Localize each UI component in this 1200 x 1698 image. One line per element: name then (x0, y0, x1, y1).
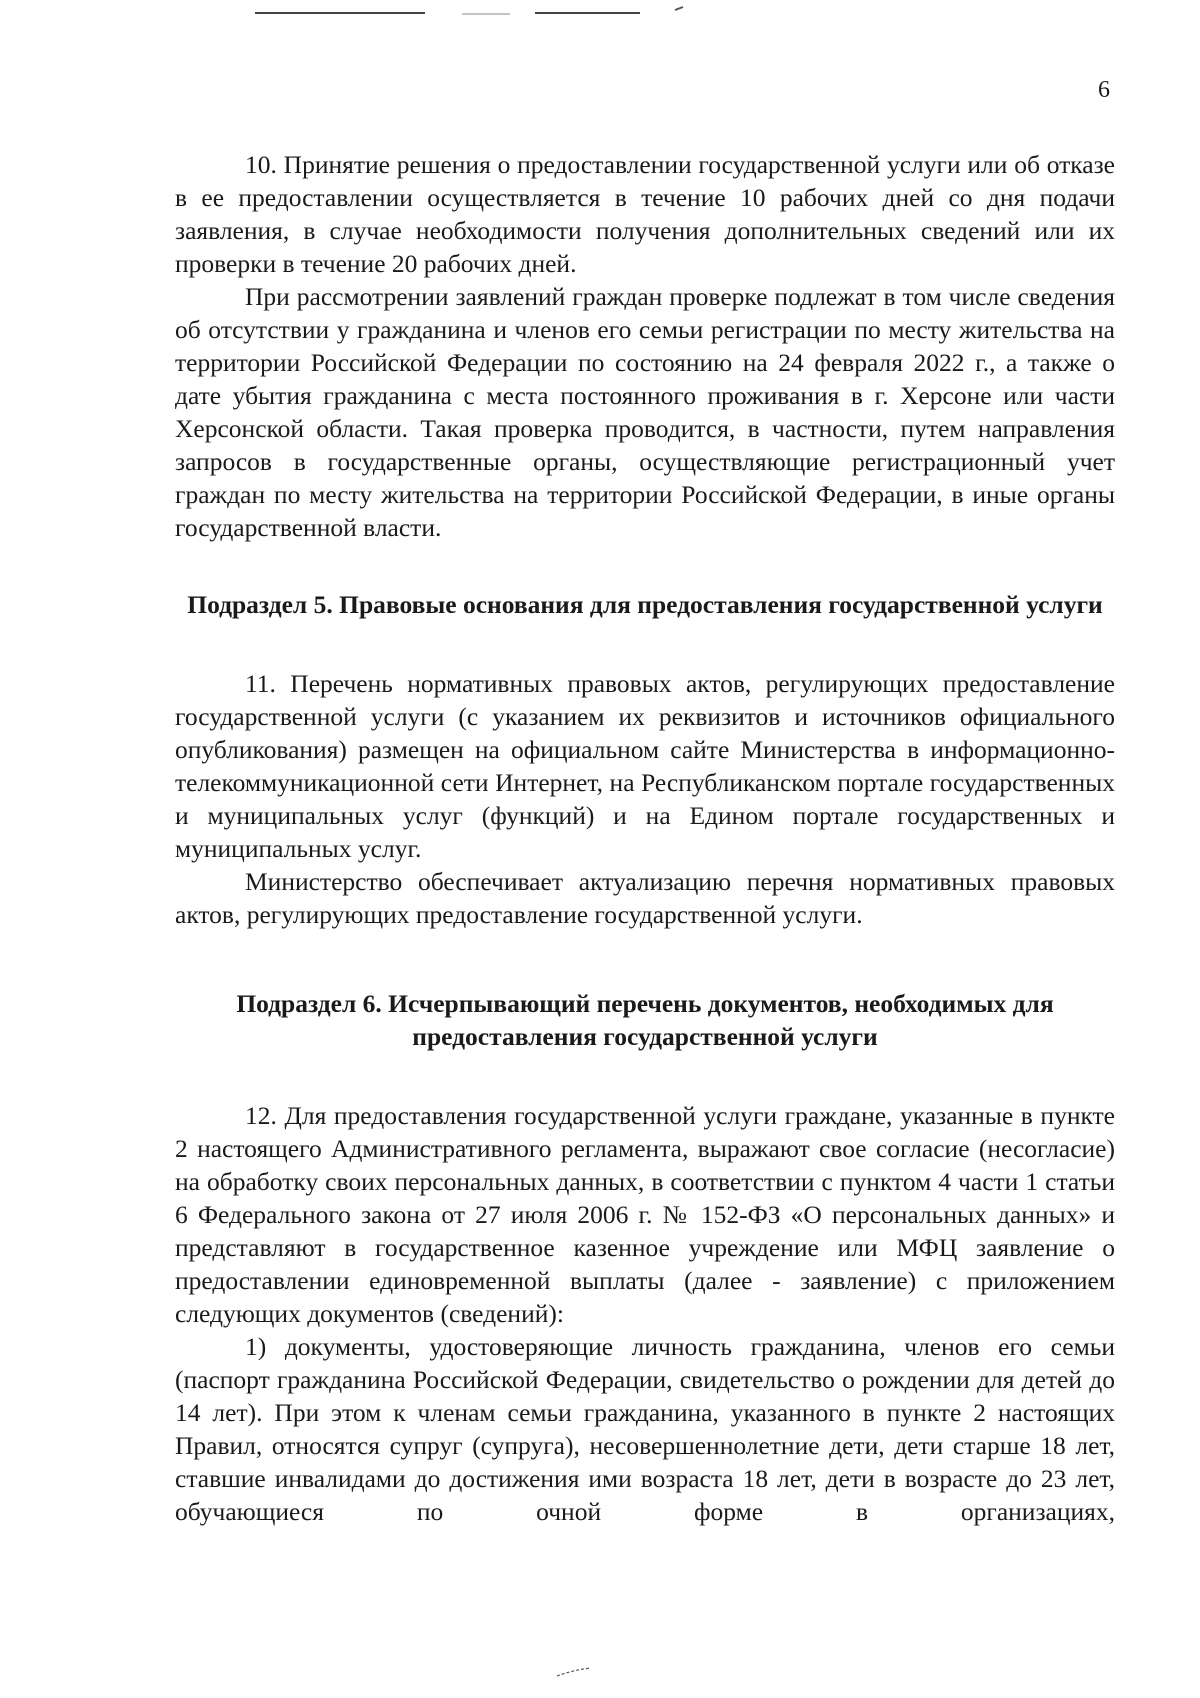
paragraph-11-ministry: Министерство обеспечивает актуализацию перечня нормативных правовых актов, регулирующих предоставление государственной услуги. (175, 867, 1115, 929)
document-body (175, 148, 1115, 1528)
scan-artifact-bottom (555, 1666, 595, 1678)
scan-artifact-top (0, 0, 1200, 40)
paragraph-11: 11. Перечень нормативных правовых актов, регулирующих предоставление государственной услуги (с указанием их реквизитов и источников официального опубликования) размещен на официальном сайте Министерства в информационно-телекоммуникационной сети Интернет, на Республиканском портале государственных и муниципальных услуг (функций) и на Едином портале государственных и муниципальных услуг. (175, 669, 1115, 863)
paragraph-12: 12. Для предоставления государственной услуги граждане, указанные в пункте 2 настоящего Административного регламента, выражают свое согласие (несогласие) на обработку своих персональных данных, в соответствии с пунктом 4 части 1 статьи 6 Федерального закона от 27 июля 2006 г. № 152-ФЗ «О персональных данных» и представляют в государственное казенное учреждение или МФЦ заявление о предоставлении единовременной выплаты (далее - заявление) с приложением следующих документов (сведений): (175, 1101, 1115, 1328)
paragraph-10: 10. Принятие решения о предоставлении государственной услуги или об отказе в ее предоставлении осуществляется в течение 10 рабочих дней со дня подачи заявления, в случае необходимости получения дополнительных сведений или их проверки в течение 20 рабочих дней. (175, 150, 1115, 278)
subsection-6-heading: Подраздел 6. Исчерпывающий перечень документов, необходимых для предоставления государственной услуги (236, 989, 1054, 1051)
page-number: 6 (1098, 77, 1110, 103)
subsection-5-heading: Подраздел 5. Правовые основания для предоставления государственной услуги (187, 590, 1103, 619)
paragraph-12-item-1: 1) документы, удостоверяющие личность гражданина, членов его семьи (паспорт гражданина Российской Федерации, свидетельство о рождении для детей до 14 лет). При этом к членам семьи гражданина, указанного в пункте 2 настоящих Правил, относятся супруг (супруга), несовершеннолетние дети, дети старше 18 лет, ставшие инвалидами до достижения ими возраста 18 лет, дети в возрасте до 23 лет, обучающиеся по очной форме в организациях, (175, 1332, 1115, 1526)
paragraph-10-verification: При рассмотрении заявлений граждан проверке подлежат в том числе сведения об отсутствии у гражданина и членов его семьи регистрации по месту жительства на территории Российской Федерации по состоянию на 24 февраля 2022 г., а также о дате убытия гражданина с места постоянного проживания в г. Херсоне или части Херсонской области. Такая проверка проводится, в частности, путем направления запросов в государственные органы, осуществляющие регистрационный учет граждан по месту жительства на территории Российской Федерации, в иные органы государственной власти. (175, 282, 1115, 542)
